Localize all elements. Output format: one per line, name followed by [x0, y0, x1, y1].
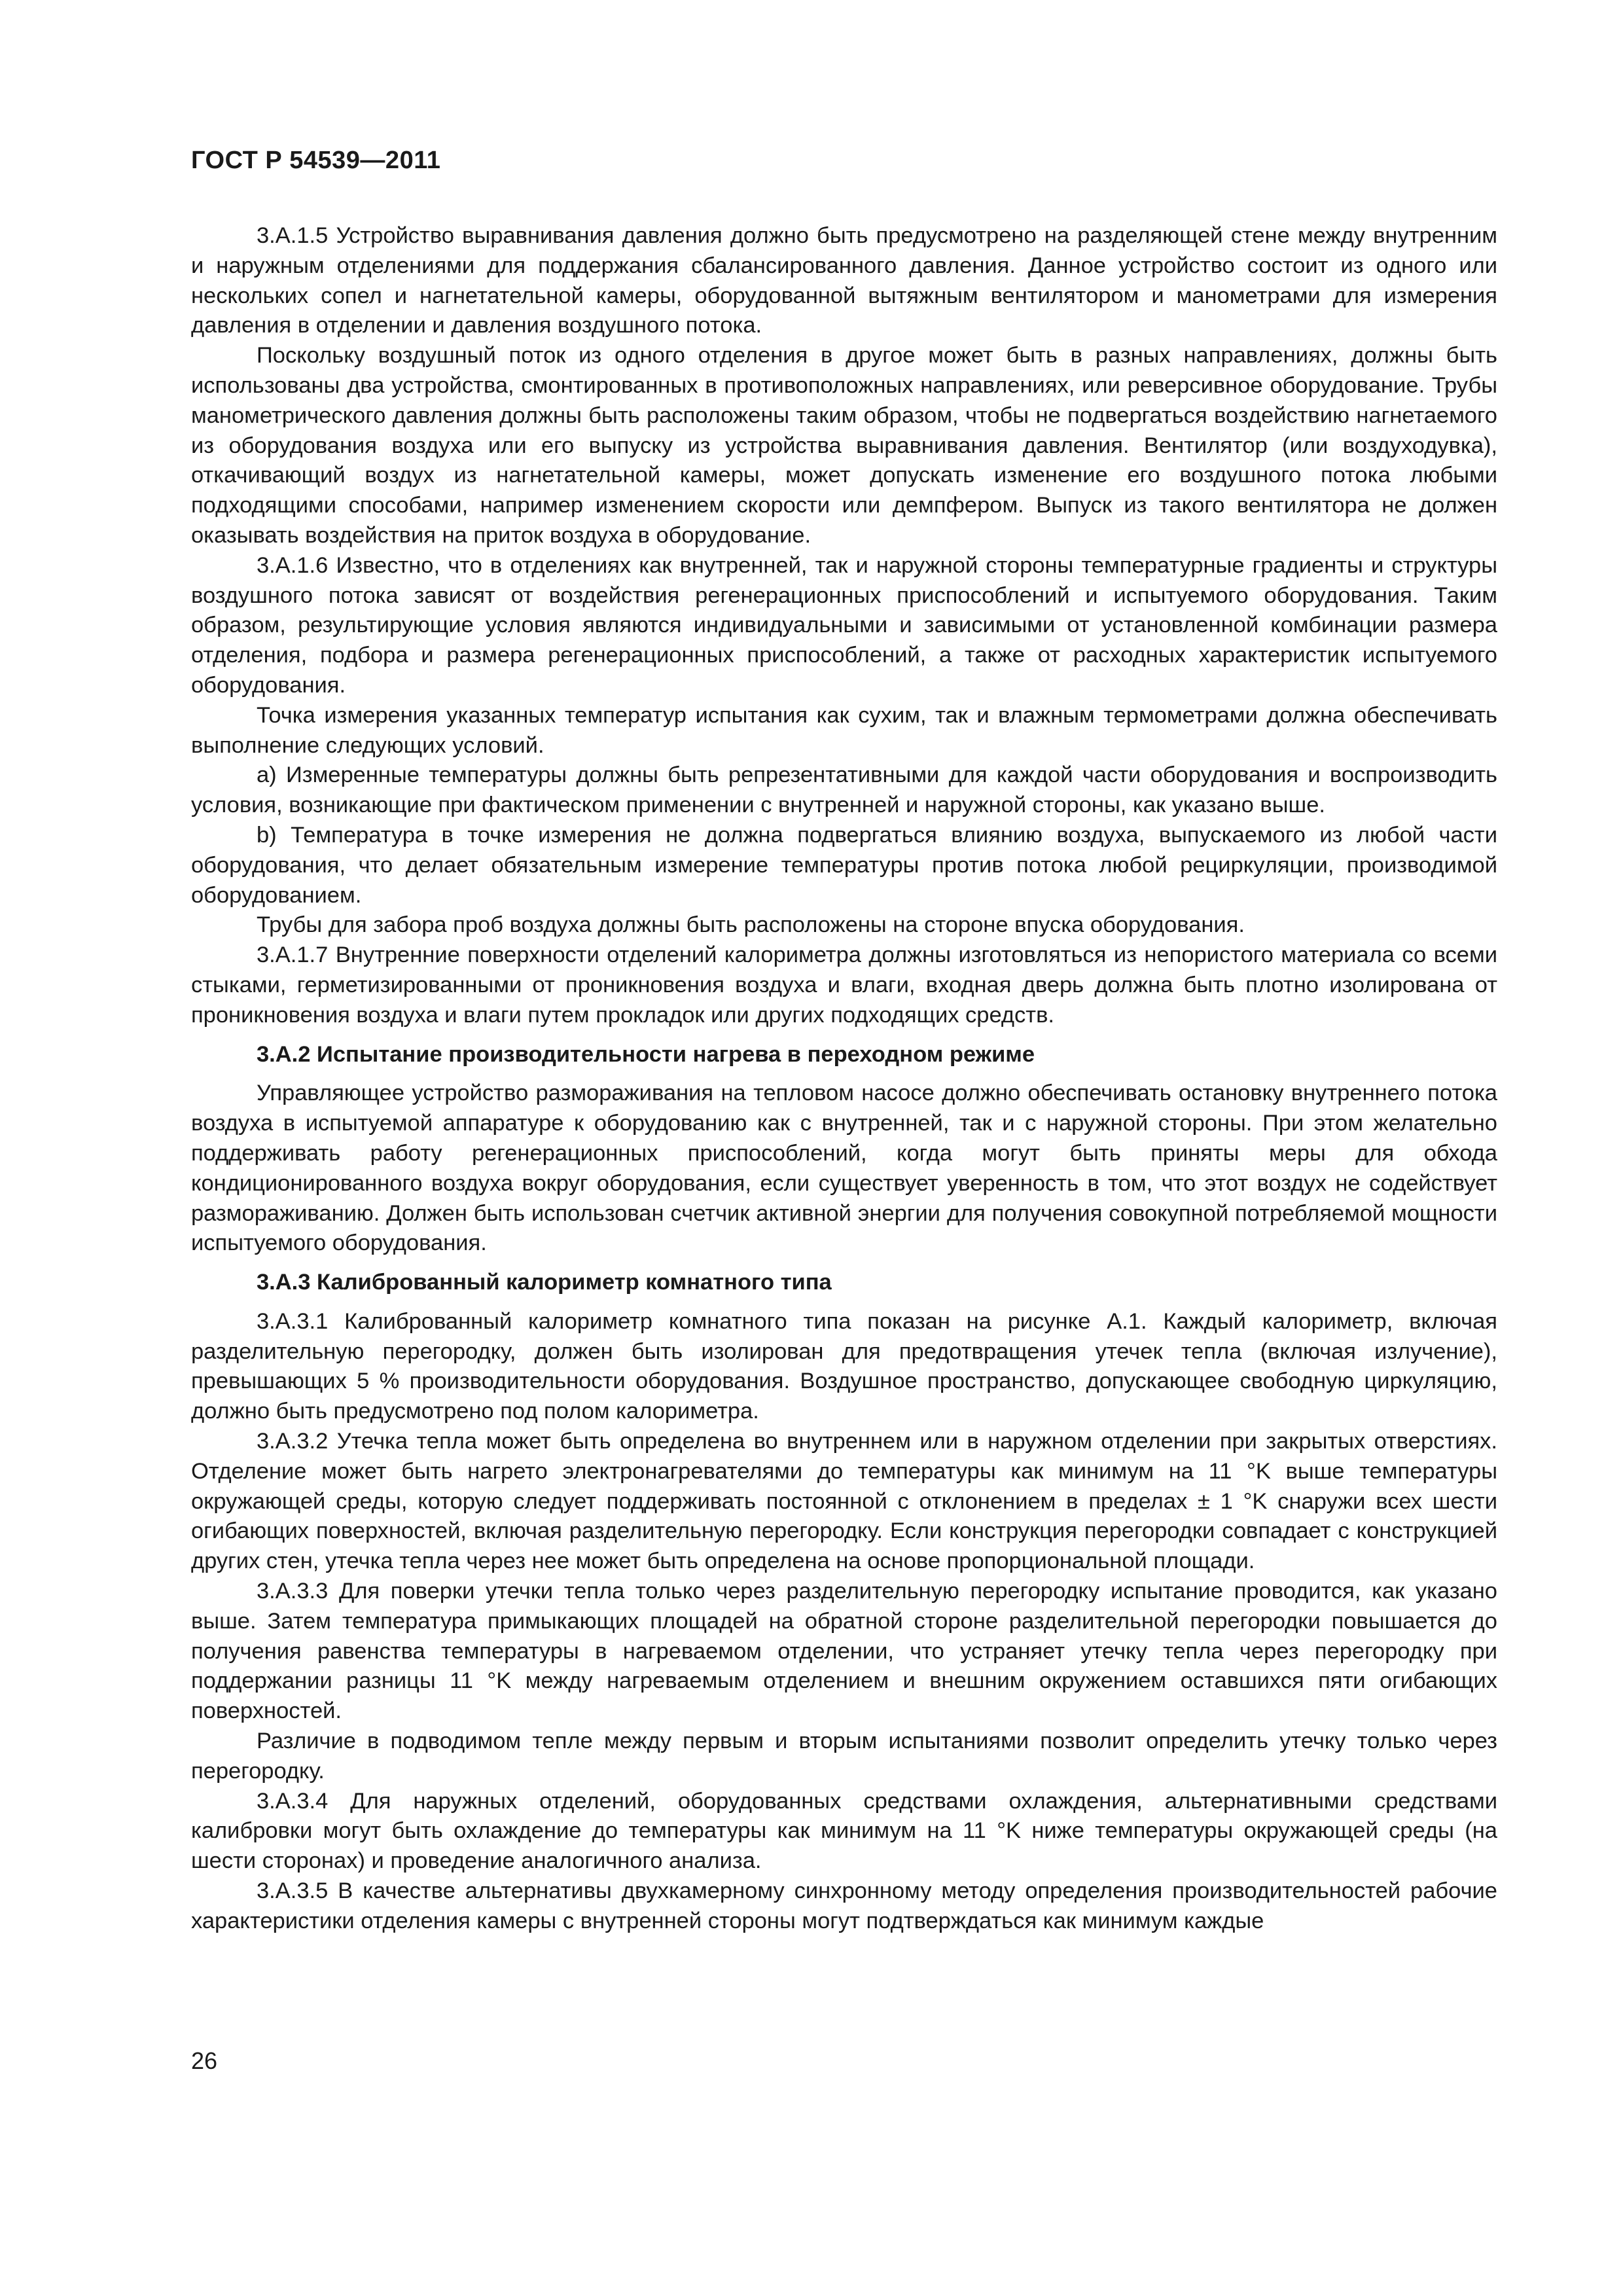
paragraph: 3.А.1.5 Устройство выравнивания давления должно быть предусмотрено на разделяющей стене между внутренним и наружным отделениями для поддержания сбалансированного давления. Данное устройство состоит из одного или нескольких сопел и нагнетательной камеры, оборудованной вытяжным вентилятором и манометрами для измерения давления в отделении и давления воздушного потока.	[191, 223, 1497, 338]
paragraph: 3.А.3.1 Калиброванный калориметр комнатного типа показан на рисунке А.1. Каждый калориметр, включая разделительную перегородку, должен быть изолирован для предотвращения утечек тепла (включая излучение), превышающих 5 % производительности оборудования. Воздушное пространство, допускающее свободную циркуляцию, должно быть предусмотрено под полом калориметра.	[191, 1308, 1497, 1424]
paragraph: Трубы для забора проб воздуха должны быть расположены на стороне впуска оборудования.	[257, 912, 1245, 938]
paragraph: 3.А.3.5 В качестве альтернативы двухкамерному синхронному методу определения производительностей рабочие характеристики отделения камеры с внутренней стороны могут подтверждаться как минимум каждые	[191, 1878, 1497, 1933]
paragraph: 3.А.1.6 Известно, что в отделениях как внутренней, так и наружной стороны температурные градиенты и структуры воздушного потока зависят от воздействия регенерационных приспособлений и испытуемого оборудования. Таким образом, результирующие условия являются индивидуальными и зависимыми от установленной комбинации размера отделения, подбора и размера регенерационных приспособлений, а также от расходных характеристик испытуемого оборудования.	[191, 552, 1497, 698]
paragraph: Управляющее устройство размораживания на тепловом насосе должно обеспечивать остановку внутреннего потока воздуха в испытуемой аппаратуре к оборудованию как с внутренней, так и с наружной стороны. При этом желательно поддерживать работу регенерационных приспособлений, когда могут быть приняты меры для обхода кондиционированного воздуха вокруг оборудования, если существует уверенность в том, что этот воздух не содействует размораживанию. Должен быть использован счетчик активной энергии для получения совокупной потребляемой мощности испытуемого оборудования.	[191, 1081, 1497, 1256]
document-body	[191, 221, 1497, 1937]
section-heading: 3.А.3 Калиброванный калориметр комнатного типа	[257, 1270, 832, 1295]
page-number: 26	[191, 2047, 218, 2074]
paragraph: b) Температура в точке измерения не должна подвергаться влиянию воздуха, выпускаемого из любой части оборудования, что делает обязательным измерение температуры против потока любой рециркуляции, производимой оборудованием.	[191, 822, 1497, 908]
paragraph: Различие в подводимом тепле между первым и вторым испытаниями позволит определить утечку только через перегородку.	[191, 1729, 1497, 1784]
paragraph: а) Измеренные температуры должны быть репрезентативными для каждой части оборудования и воспроизводить условия, возникающие при фактическом применении с внутренней и наружной стороны, как указано выше.	[191, 762, 1497, 818]
paragraph: Точка измерения указанных температур испытания как сухим, так и влажным термометрами должна обеспечивать выполнение следующих условий.	[191, 702, 1497, 758]
paragraph: Поскольку воздушный поток из одного отделения в другое может быть в разных направлениях, должны быть использованы два устройства, смонтированных в противоположных направлениях, или реверсивное оборудование. Трубы манометрического давления должны быть расположены таким образом, чтобы не подвергаться воздействию нагнетаемого из оборудования воздуха или его выпуску из устройства выравнивания давления. Вентилятор (или воздуходувка), откачивающий воздух из нагнетательной камеры, может допускать изменение его воздушного потока любыми подходящими способами, например изменением скорости или демпфером. Выпуск из такого вентилятора не должен оказывать воздействия на приток воздуха в оборудование.	[191, 343, 1497, 548]
paragraph: 3.А.3.2 Утечка тепла может быть определена во внутреннем или в наружном отделении при закрытых отверстиях. Отделение может быть нагрето электронагревателями до температуры как минимум на 11 °K выше температуры окружающей среды, которую следует поддерживать постоянной с отклонением в пределах ± 1 °K снаружи всех шести огибающих поверхностей, включая разделительную перегородку. Если конструкция перегородки совпадает с конструкцией других стен, утечка тепла через нее может быть определена на основе пропорциональной площади.	[191, 1429, 1497, 1574]
paragraph: 3.А.3.3 Для поверки утечки тепла только через разделительную перегородку испытание проводится, как указано выше. Затем температура примыкающих площадей на обратной стороне разделительной перегородки повышается до получения равенства температуры в нагреваемом отделении, что устраняет утечку тепла через перегородку при поддержании разницы 11 °K между нагреваемым отделением и внешним окружением оставшихся пяти огибающих поверхностей.	[191, 1579, 1497, 1724]
section-heading: 3.А.2 Испытание производительности нагрева в переходном режиме	[257, 1041, 1035, 1067]
paragraph: 3.А.3.4 Для наружных отделений, оборудованных средствами охлаждения, альтернативными средствами калибровки могут быть охлаждение до температуры как минимум на 11 °K ниже температуры окружающей среды (на шести сторонах) и проведение аналогичного анализа.	[191, 1788, 1497, 1874]
paragraph: 3.А.1.7 Внутренние поверхности отделений калориметра должны изготовляться из непористого материала со всеми стыками, герметизированными от проникновения воздуха и влаги, входная дверь должна быть плотно изолирована от проникновения воздуха и влаги путем прокладок или других подходящих средств.	[191, 942, 1497, 1028]
document-header: ГОСТ Р 54539—2011	[191, 147, 441, 174]
